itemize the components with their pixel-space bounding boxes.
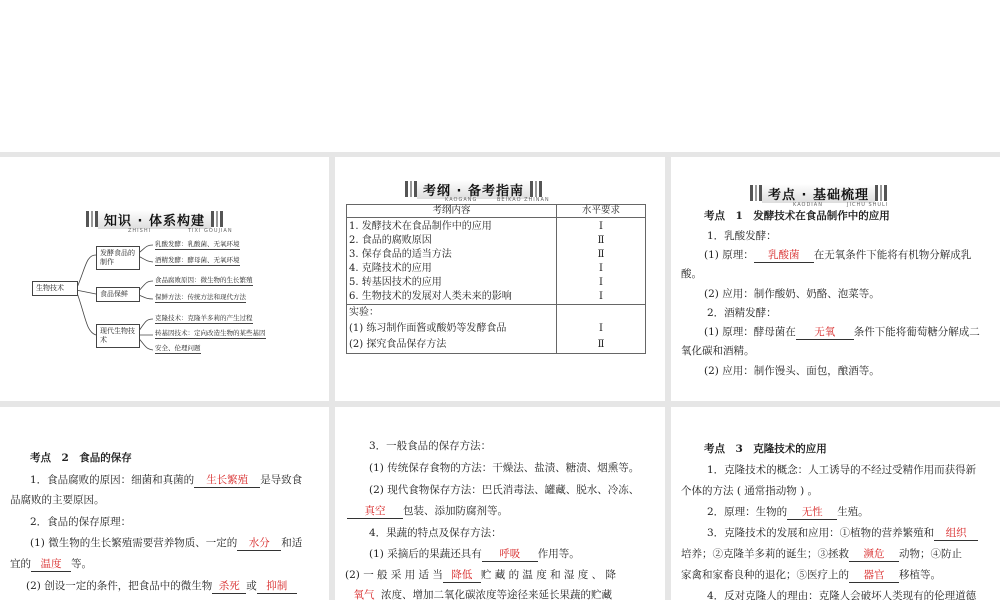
- text-line: (2) 一 般 采 用 适 当 降低 贮 藏 的 温 度 和 湿 度 、 降: [345, 569, 616, 581]
- banner-pinyin-left: ZHISHI: [128, 228, 152, 234]
- table-row: [347, 218, 646, 305]
- mind-map-node-modern-biotech: 现代生物技术: [96, 324, 140, 348]
- answer-blank: 无氧: [796, 325, 854, 340]
- level-value: Ⅱ: [597, 235, 605, 246]
- slide-cloning[interactable]: [671, 407, 1000, 600]
- mind-map-node-fermentation: 发酵食品的制作: [96, 246, 140, 270]
- banner-pinyin-right: TIXI GOUJIAN: [188, 228, 233, 234]
- banner-title: 知识 · 体系构建: [98, 210, 211, 229]
- answer-blank: 水分: [237, 536, 281, 551]
- text-line: 2．原理：生物的 无性 生殖。: [707, 506, 869, 518]
- answer-blank: 组织: [934, 526, 978, 541]
- text-line: 真空 包装、添加防腐剂等。: [347, 504, 508, 519]
- text-line: (2) 现代食物保存方法：巴氏消毒法、罐藏、脱水、冷冻、: [369, 484, 640, 496]
- slide-exam-outline[interactable]: [335, 157, 665, 401]
- banner-pinyin-right: JICHU SHULI: [847, 202, 889, 208]
- experiment-item: (2) 探究食品保存方法: [349, 339, 447, 350]
- answer-blank: 生长繁殖: [194, 473, 260, 488]
- outline-item: 2. 食品的腐败原因: [349, 235, 432, 246]
- topic-heading: 考点 3 克隆技术的应用: [704, 443, 827, 455]
- blank-top-area: [0, 0, 1000, 152]
- mind-map-leaf: 安全、伦理问题: [155, 344, 201, 352]
- answer-blank: 降低: [443, 568, 481, 583]
- text-line: 培养；②克隆羊多莉的诞生；③拯救 濒危 动物；④防止: [681, 548, 962, 560]
- text-line: 氧化碳和酒精。: [681, 345, 755, 357]
- table-header-row: [347, 205, 646, 218]
- level-value: Ⅱ: [597, 249, 605, 260]
- answer-blank: 濒危: [849, 547, 899, 562]
- slide-basic-review[interactable]: [671, 157, 1000, 401]
- level-value: Ⅱ: [597, 339, 605, 350]
- text-line: 个体的方法 ( 通常指动物 ) 。: [681, 485, 819, 497]
- answer-blank: 杀死: [212, 579, 246, 594]
- mind-map-leaf: 转基因技术：定向改造生物的某些基因: [155, 329, 266, 337]
- header-content: 考纲内容: [347, 205, 557, 218]
- mind-map-leaf: 食品腐败原因：微生物的生长繁殖: [155, 276, 253, 284]
- outline-table: [346, 204, 646, 354]
- answer-blank: 呼吸: [482, 547, 538, 562]
- text-line: 2．酒精发酵：: [707, 307, 777, 319]
- level-value: Ⅰ: [599, 221, 603, 232]
- experiment-label: 实验：: [349, 307, 379, 318]
- banner-pinyin-left: KAOGANG: [445, 197, 478, 203]
- header-level: 水平要求: [557, 205, 646, 218]
- mind-map-leaf: 克隆技术：克隆羊多莉的产生过程: [155, 314, 253, 322]
- text-line: 家禽和家畜良种的退化；⑤医疗上的 器官 移植等。: [681, 569, 941, 581]
- outline-levels: [557, 218, 646, 305]
- banner-pinyin-left: KAODIAN: [793, 202, 823, 208]
- table-row: [347, 305, 646, 354]
- outline-contents: [347, 218, 557, 305]
- text-line: (1) 采摘后的果蔬还具有 呼吸 作用等。: [369, 548, 580, 560]
- text-line: 1．乳酸发酵：: [707, 230, 777, 242]
- answer-blank: 抑制: [257, 579, 297, 594]
- answer-blank: 温度: [31, 557, 71, 572]
- level-value: Ⅰ: [599, 263, 603, 274]
- text-line: 酸。: [681, 268, 702, 280]
- text-line: 1．克隆技术的概念：人工诱导的不经过受精作用而获得新: [707, 464, 977, 476]
- outline-item: 3. 保存食品的适当方法: [349, 249, 452, 260]
- answer-blank: 真空: [347, 504, 403, 519]
- mind-map-leaf: 酒精发酵：酵母菌、无氧环境: [155, 256, 240, 264]
- text-line: (1) 微生物的生长繁殖需要营养物质、一定的 水分 和适: [30, 537, 303, 549]
- section-banner: [405, 181, 542, 197]
- outline-item: 6. 生物技术的发展对人类未来的影响: [349, 291, 512, 302]
- mind-map-leaf: 保鲜方法：传统方法和现代方法: [155, 293, 246, 301]
- level-value: Ⅰ: [599, 277, 603, 288]
- level-value: Ⅰ: [599, 323, 603, 334]
- answer-blank: 无性: [787, 505, 837, 520]
- experiment-levels: [557, 305, 646, 354]
- text-line: 4．果蔬的特点及保存方法：: [369, 527, 502, 539]
- text-line: 2．食品的保存原理：: [30, 516, 132, 528]
- text-line: 4．反对克隆人的理由：克隆人会破坏人类现有的伦理道德: [707, 590, 977, 600]
- section-banner: [750, 185, 887, 201]
- text-line: 3．克隆技术的发展和应用：①植物的营养繁殖和 组织: [707, 526, 978, 541]
- mind-map-root: 生物技术: [32, 281, 78, 296]
- slide-knowledge-map[interactable]: [0, 157, 329, 401]
- level-value: Ⅰ: [599, 291, 603, 302]
- outline-item: 4. 克隆技术的应用: [349, 263, 432, 274]
- text-line: (1) 传统保存食物的方法：干燥法、盐渍、糖渍、烟熏等。: [369, 462, 640, 474]
- mind-map-node-preservation: 食品保鲜: [96, 287, 140, 302]
- topic-heading: 考点 2 食品的保存: [30, 452, 132, 464]
- text-line: 品腐败的主要原因。: [10, 494, 105, 506]
- text-line: (2) 应用：制作酸奶、奶酪、泡菜等。: [704, 288, 880, 300]
- answer-blank: 氧气: [347, 588, 381, 600]
- slide-preservation-methods[interactable]: [335, 407, 665, 600]
- text-line: 宜的 温度 等。: [10, 558, 92, 570]
- topic-heading: 考点 1 发酵技术在食品制作中的应用: [704, 210, 890, 222]
- experiment-contents: [347, 305, 557, 354]
- text-line: 3．一般食品的保存方法：: [369, 440, 492, 452]
- outline-item: 5. 转基因技术的应用: [349, 277, 442, 288]
- banner-title: 考点 · 基础梳理: [762, 184, 875, 203]
- mind-map-leaf: 乳酸发酵：乳酸菌、无氧环境: [155, 240, 240, 248]
- text-line: 氧气 浓度、增加二氧化碳浓度等途径来延长果蔬的贮藏: [347, 588, 612, 600]
- text-line: (1) 原理： 乳酸菌 在无氧条件下能将有机物分解成乳: [704, 249, 972, 261]
- slide-food-preservation[interactable]: [0, 407, 329, 600]
- experiment-item: (1) 练习制作面酱或酸奶等发酵食品: [349, 323, 507, 334]
- text-line: (2) 创设一定的条件，把食品中的微生物 杀死 或 抑制: [26, 579, 297, 594]
- banner-title: 考纲 · 备考指南: [417, 180, 530, 199]
- answer-blank: 器官: [849, 568, 899, 583]
- answer-blank: 乳酸菌: [754, 248, 814, 263]
- outline-item: 1. 发酵技术在食品制作中的应用: [349, 221, 492, 232]
- text-line: (1) 原理：酵母菌在 无氧 条件下能将葡萄糖分解成二: [704, 326, 980, 338]
- text-line: 1．食品腐败的原因：细菌和真菌的 生长繁殖 是导致食: [30, 474, 303, 486]
- banner-pinyin-right: BEIKAO ZHINAN: [497, 197, 550, 203]
- text-line: (2) 应用：制作馒头、面包，酿酒等。: [704, 365, 880, 377]
